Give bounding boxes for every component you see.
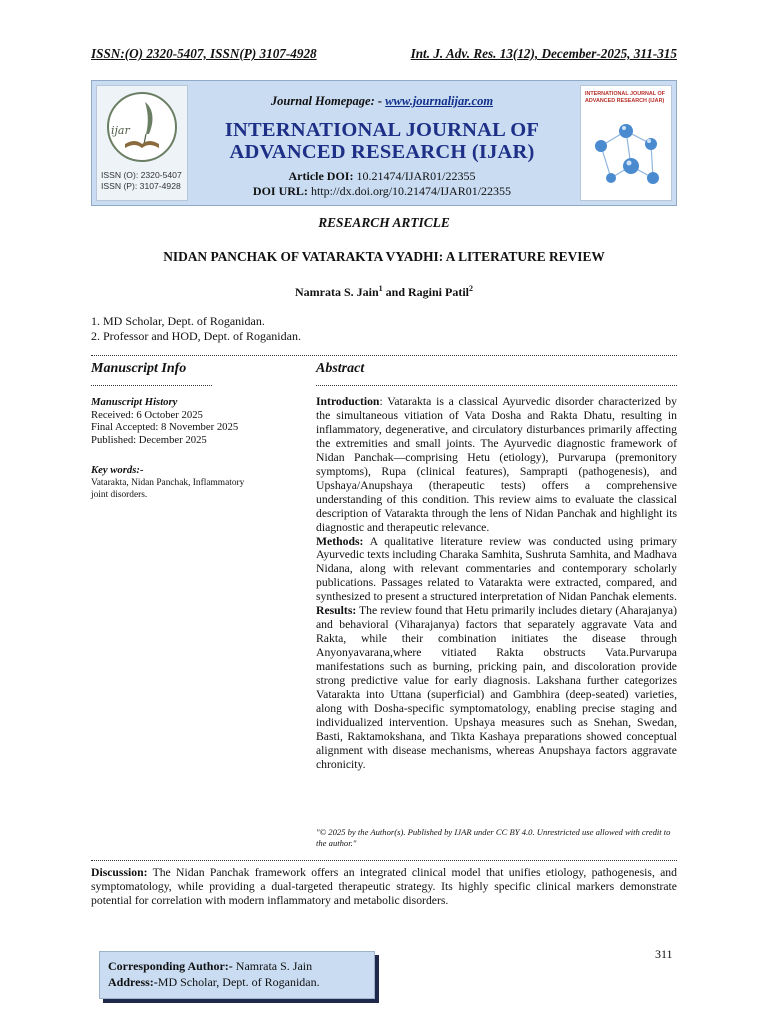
logo-wordmark: ijar	[111, 124, 130, 137]
author-1: Namrata S. Jain	[294, 285, 379, 299]
published-date: Published: December 2025	[91, 433, 207, 446]
keywords-label: Key words:-	[91, 464, 144, 476]
journal-logo	[96, 85, 188, 201]
corresponding-author-box: Corresponding Author:- Namrata S. Jain Address:-MD Scholar, Dept. of Roganidan.	[99, 951, 375, 999]
citation-text: Int. J. Adv. Res. 13(12), December-2025, 311-315	[410, 46, 677, 61]
abstract-body	[316, 395, 677, 772]
affiliation-1: 1. MD Scholar, Dept. of Roganidan.	[91, 314, 265, 328]
author-2: Ragini Patil	[408, 285, 470, 299]
page-number: 311	[655, 947, 673, 961]
abstract-introduction: Introduction: Vatarakta is a classical Ayurvedic disorder characterized by the simultaneous vitiation of Vata Dosha and Rakta Dhatu, resulting in inflammatory, degenerative, and circulatory disturbances primarily affecting the extremities and small joints. The Ayurvedic diagnostic framework of Nidan Panchak—comprising Hetu (etiology), Purvarupa (premonitory symptoms), Rupa (clinical features), Samprapti (pathogenesis), and Upshaya/Anupshaya (therapeutic tests) offers a comprehensive understanding of this condition. This review aims to evaluate the classical description of Vatarakta through the lens of Nidan Panchak and highlight its diagnostic and therapeutic relevance.	[316, 395, 677, 534]
divider	[316, 385, 677, 386]
divider	[91, 860, 677, 861]
banner-center	[192, 81, 572, 205]
manuscript-info-heading: Manuscript Info	[91, 361, 187, 376]
affiliation-2: 2. Professor and HOD, Dept. of Roganidan.	[91, 329, 301, 343]
corresponding-address: MD Scholar, Dept. of Roganidan.	[157, 975, 320, 989]
license-note: "© 2025 by the Author(s). Published by IJAR under CC BY 4.0. Unrestricted use allowed with credit to the author."	[316, 827, 671, 848]
journal-banner	[91, 80, 677, 206]
keywords-block	[91, 464, 291, 501]
homepage-link[interactable]: www.journalijar.com	[385, 94, 494, 108]
doi-block: Article DOI: 10.21474/IJAR01/22355 DOI URL: http://dx.doi.org/10.21474/IJAR01/22355	[252, 169, 512, 198]
affiliations	[91, 314, 301, 344]
abstract-heading: Abstract	[316, 361, 365, 376]
accepted-date: Final Accepted: 8 November 2025	[91, 421, 239, 434]
abstract-methods: Methods: A qualitative literature review was conducted using primary Ayurvedic texts including Charaka Samhita, Sushruta Samhita, and Madhava Nidana, along with relevant commentaries and contemporary scholarly publications. Passages related to Vatarakta were extracted, compared, and synthesized to present a structured interpretation of Nidan Panchak elements.	[316, 534, 677, 604]
doi-url-link[interactable]: http://dx.doi.org/10.21474/IJAR01/22355	[310, 183, 512, 198]
divider	[91, 355, 677, 356]
manuscript-history	[91, 396, 291, 446]
journal-homepage: Journal Homepage: - www.journalijar.com	[270, 94, 494, 108]
history-label: Manuscript History	[91, 396, 178, 408]
corresponding-author: Namrata S. Jain	[232, 959, 313, 973]
issn-text: ISSN:(O) 2320-5407, ISSN(P) 3107-4928	[91, 46, 317, 61]
running-header	[91, 46, 677, 62]
cover-title: INTERNATIONAL JOURNAL OF ADVANCED RESEARCH (IJAR)	[585, 91, 665, 104]
journal-cover-image	[580, 85, 672, 201]
discussion: Discussion: The Nidan Panchak framework offers an integrated clinical model that unifies etiology, pathogenesis, and symptomatology, while providing a dual-targeted therapeutic strategy. Its highly specific clinical markers demonstrate potential for correlation with modern inflammatory and metabolic disorders.	[91, 866, 677, 907]
authors: Namrata S. Jain$^1$ and Ragini Patil$^2$	[294, 284, 474, 299]
article-doi: 10.21474/IJAR01/22355	[356, 169, 476, 183]
abstract-results: Results: The review found that Hetu primarily includes dietary (Aharajanya) and behavioral (Viharajanya) factors that separately aggravate Vata and Rakta, while their combination initiates the disease through Anyonyavarana,where vitiated Rakta obstructs Vata.Purvarupa manifestations such as burning, pricking pain, and discoloration provide strong predictive value for early diagnosis. Lakshana further categorizes Vatarakta into Uttana (superficial) and Gambhira (deep-seated) varieties, along with Dosha-specific symptomatology, enabling precise staging and individualized intervention. Upshaya measures such as Snehan, Swedan, Basti, Raktamokshana, and Tikta Kashaya preparations showed conceptual alignment with disease mechanisms, whereas Anupshaya factors aggravate chronicity.	[316, 604, 677, 771]
molecule-icon	[581, 86, 672, 201]
keywords: Vatarakta, Nidan Panchak, Inflammatory joint disorders.	[91, 477, 245, 500]
received-date: Received: 6 October 2025	[91, 408, 203, 421]
journal-title: INTERNATIONAL JOURNAL OF ADVANCED RESEARCH (IJAR)	[224, 119, 540, 163]
article-title: NIDAN PANCHAK OF VATARAKTA VYADHI: A LITERATURE REVIEW	[163, 249, 605, 264]
article-type: RESEARCH ARTICLE	[318, 215, 450, 230]
divider	[91, 385, 212, 386]
logo-issn: ISSN (O): 2320-5407 ISSN (P): 3107-4928	[101, 170, 182, 191]
